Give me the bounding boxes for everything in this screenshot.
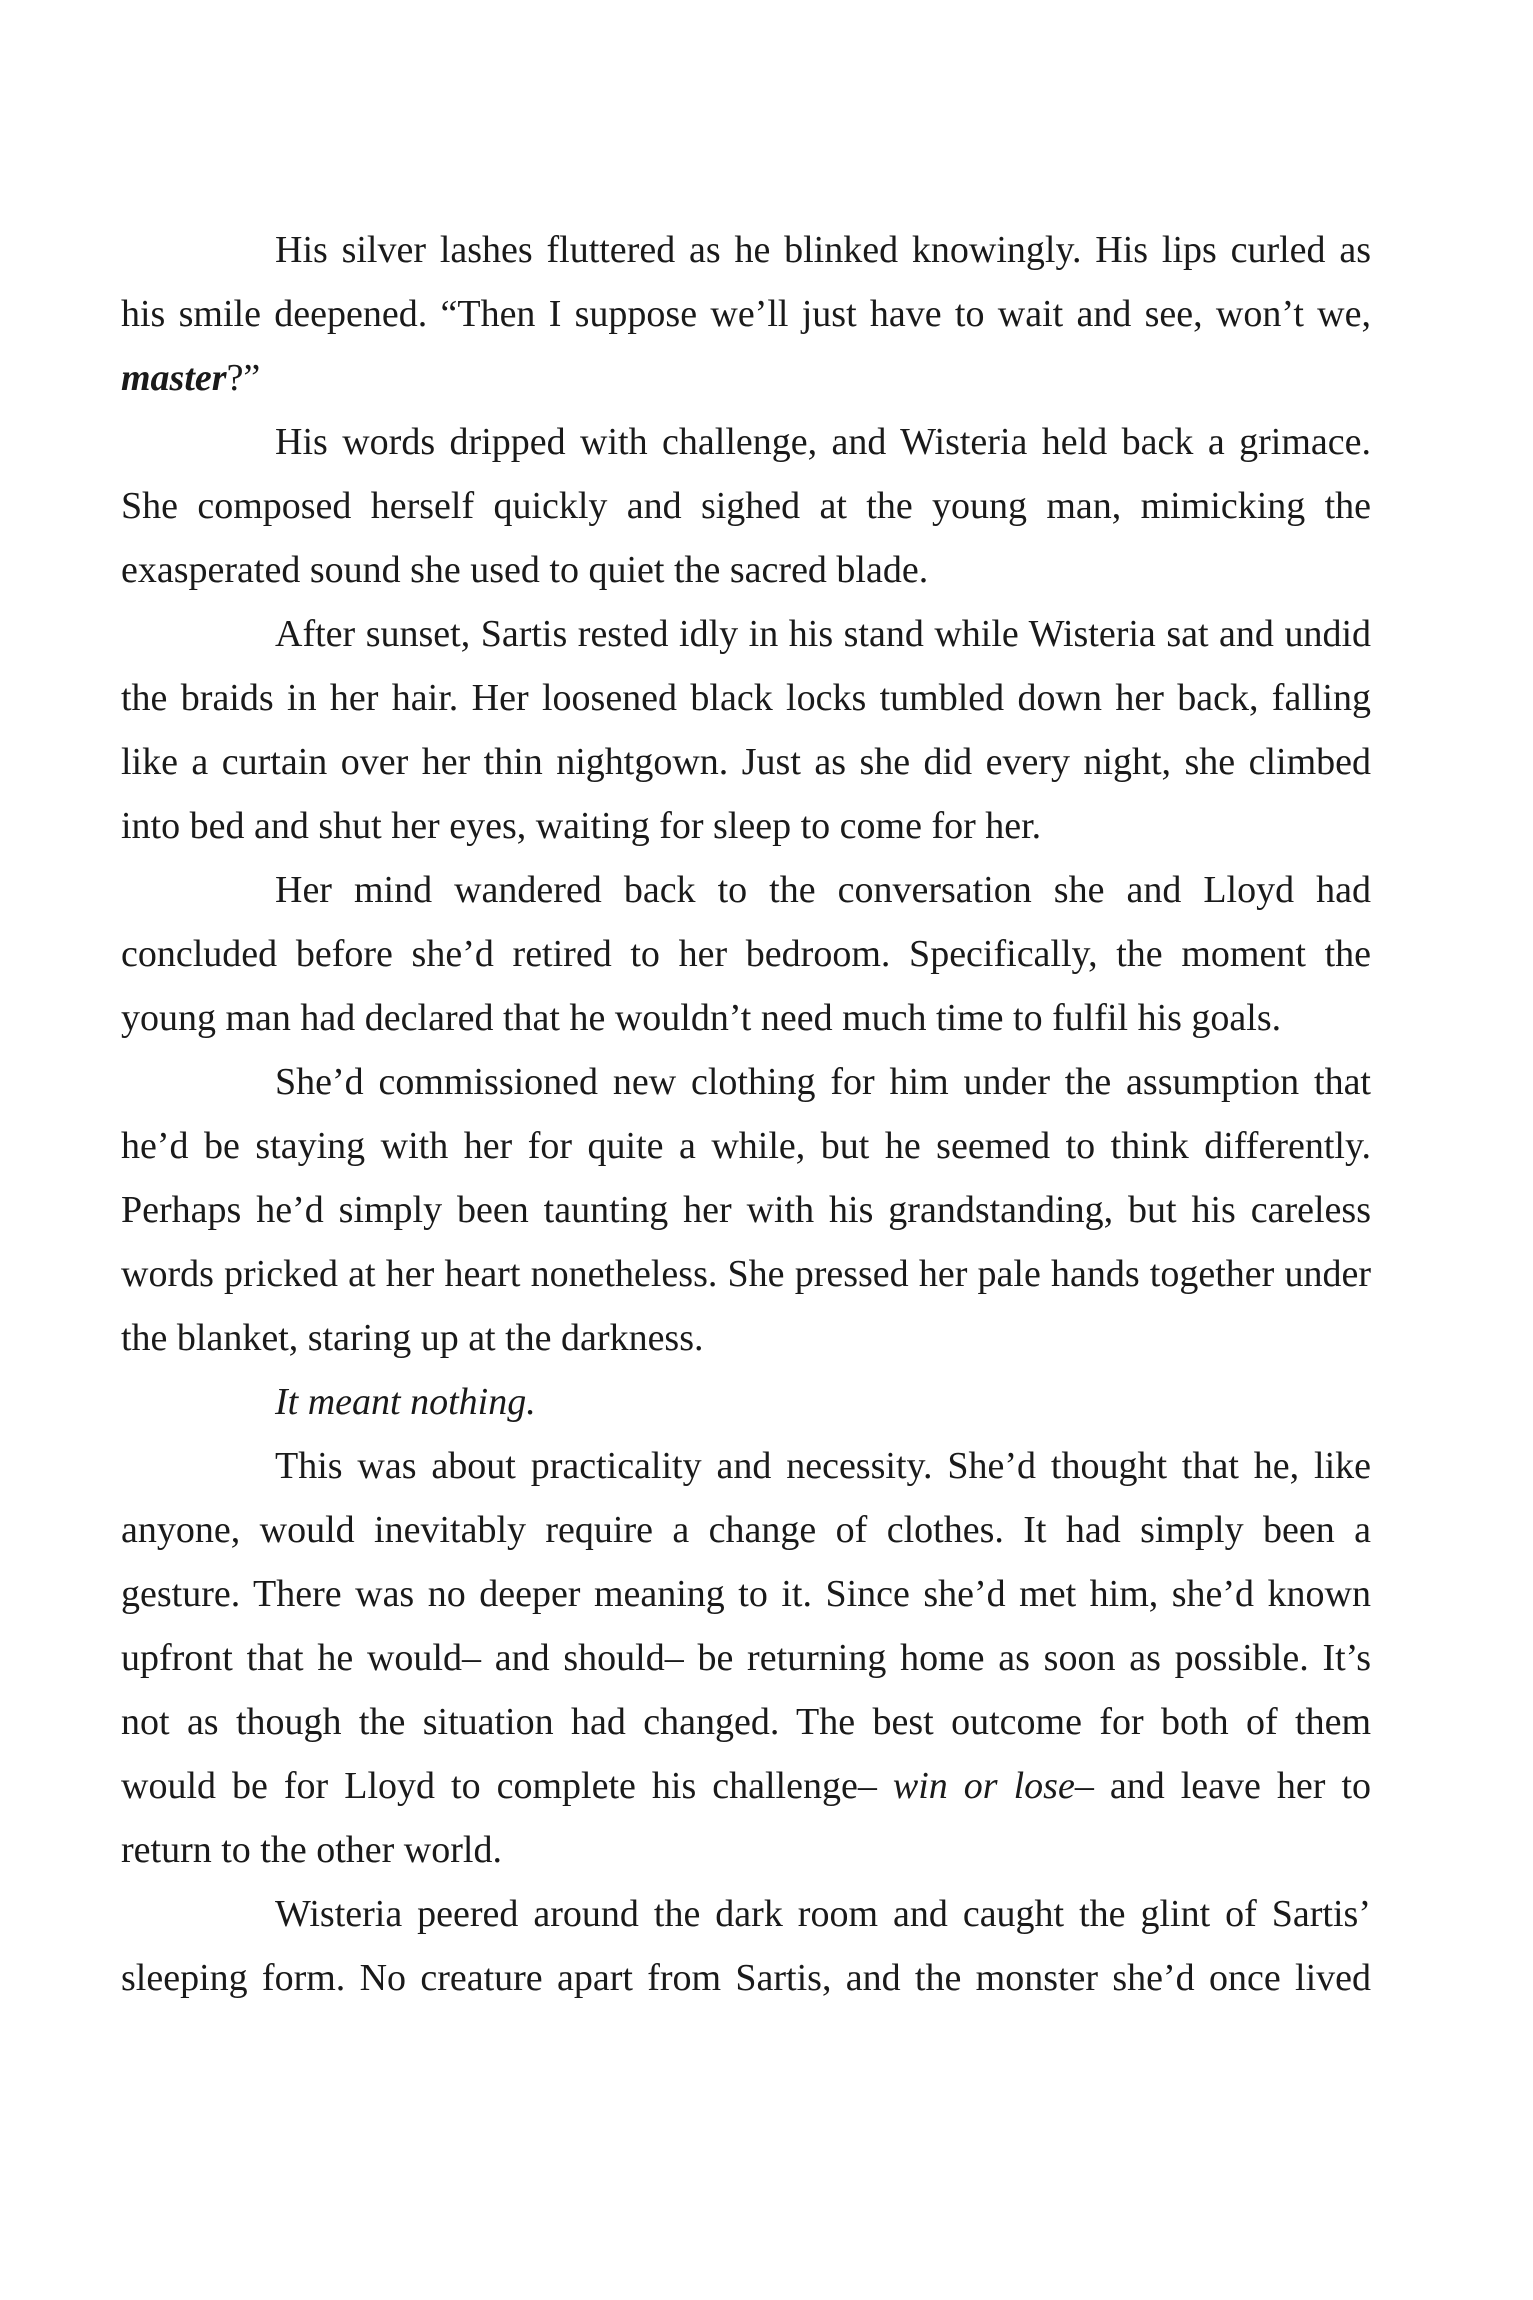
paragraph — [121, 858, 1371, 1050]
italic-thought-text: It meant nothing. — [275, 1381, 536, 1423]
page-body-text — [121, 218, 1371, 2010]
paragraph-text: – and leave her to return to the other world. — [121, 1765, 1372, 1871]
emphasized-word: master — [121, 357, 227, 399]
emphasized-phrase: win or lose — [892, 1765, 1075, 1807]
paragraph — [121, 410, 1371, 602]
paragraph-continued — [121, 1882, 1371, 2010]
paragraph-text: After sunset, Sartis rested idly in his stand while Wisteria sat and undid the braids in her hair. Her loosened black locks tumbled down her back, falling like a curtain over her thin nightgown. Just as she did every night, she climbed into bed and shut her eyes, waiting for sleep to come for her. — [121, 613, 1371, 847]
paragraph — [121, 602, 1371, 858]
paragraph — [121, 218, 1371, 410]
paragraph — [121, 1050, 1371, 1370]
paragraph-text: His words dripped with challenge, and Wisteria held back a grimace. She composed herself quickly and sighed at the young man, mimicking the exasperated sound she used to quiet the sacred blade. — [121, 421, 1371, 591]
paragraph-text: ?” — [226, 357, 261, 399]
paragraph — [121, 1434, 1371, 1882]
paragraph-italic-thought — [121, 1370, 1371, 1434]
paragraph-text: Her mind wandered back to the conversation she and Lloyd had concluded before she’d retired to her bedroom. Specifically, the moment the young man had declared that he wouldn’t need much time to fulfil his goals. — [121, 869, 1371, 1039]
paragraph-text: This was about practicality and necessity. She’d thought that he, like anyone, would inevitably require a change of clothes. It had simply been a gesture. There was no deeper meaning to it. Since she’d met him, she’d known upfront that he would– and should– be returning home as soon as possible. It’s not as though the situation had changed. The best outcome for both of them would be for Lloyd to complete his challenge– — [121, 1445, 1371, 1807]
paragraph-text: She’d commissioned new clothing for him under the assumption that he’d be staying with her for quite a while, but he seemed to think differently. Perhaps he’d simply been taunting her with his grandstanding, but his careless words pricked at her heart nonetheless. She pressed her pale hands together under the blanket, staring up at the darkness. — [121, 1061, 1371, 1359]
paragraph-text: His silver lashes fluttered as he blinked knowingly. His lips curled as his smile deepened. “Then I suppose we’ll just have to wait and see, won’t we, — [121, 229, 1371, 335]
paragraph-text: Wisteria peered around the dark room and caught the glint of Sartis’ sleeping form. No creature apart from Sartis, and the monster she’d once lived — [121, 1893, 1371, 1999]
